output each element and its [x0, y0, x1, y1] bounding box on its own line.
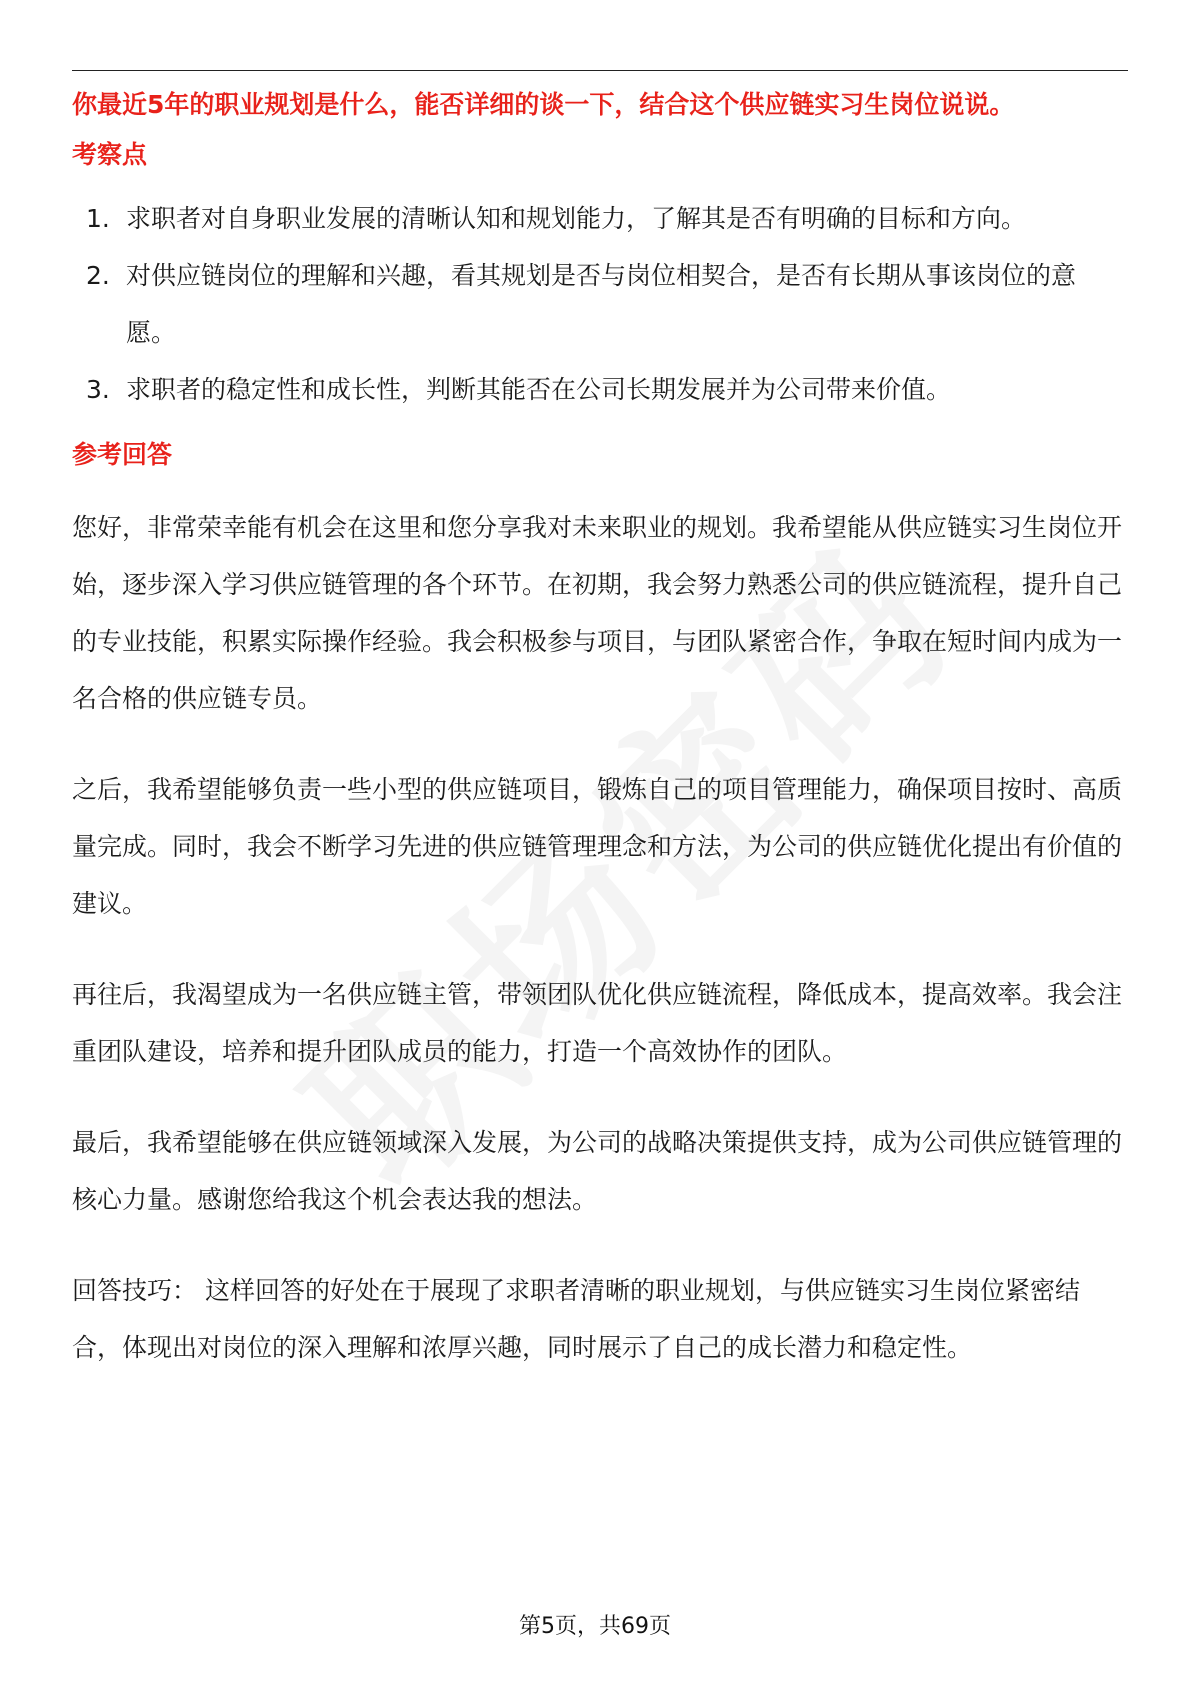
answer-tip-paragraph: 回答技巧： 这样回答的好处在于展现了求职者清晰的职业规划，与供应链实习生岗位紧密结合，体现出对岗位的深入理解和浓厚兴趣，同时展示了自己的成长潜力和稳定性。: [72, 1276, 1080, 1362]
point-number: 3.: [86, 375, 110, 404]
page-content: [72, 88, 1122, 1376]
answer-paragraph: 再往后，我渴望成为一名供应链主管，带领团队优化供应链流程，降低成本，提高效率。我会注重团队建设，培养和提升团队成员的能力，打造一个高效协作的团队。: [72, 980, 1123, 1066]
point-text: 求职者对自身职业发展的清晰认知和规划能力，了解其是否有明确的目标和方向。: [126, 204, 1027, 233]
point-text: 对供应链岗位的理解和兴趣，看其规划是否与岗位相契合，是否有长期从事该岗位的意愿。: [126, 261, 1077, 347]
top-rule: [72, 70, 1128, 71]
question-title: 你最近5年的职业规划是什么，能否详细的谈一下，结合这个供应链实习生岗位说说。: [72, 90, 1015, 119]
answer-paragraph: 之后，我希望能够负责一些小型的供应链项目，锻炼自己的项目管理能力，确保项目按时、高质量完成。同时，我会不断学习先进的供应链管理理念和方法，为公司的供应链优化提出有价值的建议。: [72, 775, 1123, 918]
section-title-cankao: 参考回答: [72, 440, 173, 469]
evaluation-points-list: [72, 190, 1122, 418]
page-footer: 第5页，共69页: [519, 1614, 671, 1639]
point-number: 2.: [86, 261, 110, 290]
answer-paragraph: 最后，我希望能够在供应链领域深入发展，为公司的战略决策提供支持，成为公司供应链管理的核心力量。感谢您给我这个机会表达我的想法。: [72, 1128, 1123, 1214]
point-text: 求职者的稳定性和成长性，判断其能否在公司长期发展并为公司带来价值。: [126, 375, 952, 404]
answer-paragraph: 您好，非常荣幸能有机会在这里和您分享我对未来职业的规划。我希望能从供应链实习生岗位开始，逐步深入学习供应链管理的各个环节。在初期，我会努力熟悉公司的供应链流程，提升自己的专业技能，积累实际操作经验。我会积极参与项目，与团队紧密合作，争取在短时间内成为一名合格的供应链专员。: [72, 513, 1123, 713]
section-title-kaocha: 考察点: [72, 140, 148, 169]
evaluation-point: [72, 247, 1122, 361]
point-number: 1.: [86, 204, 110, 233]
evaluation-point: [72, 361, 1122, 418]
evaluation-point: [72, 190, 1122, 247]
